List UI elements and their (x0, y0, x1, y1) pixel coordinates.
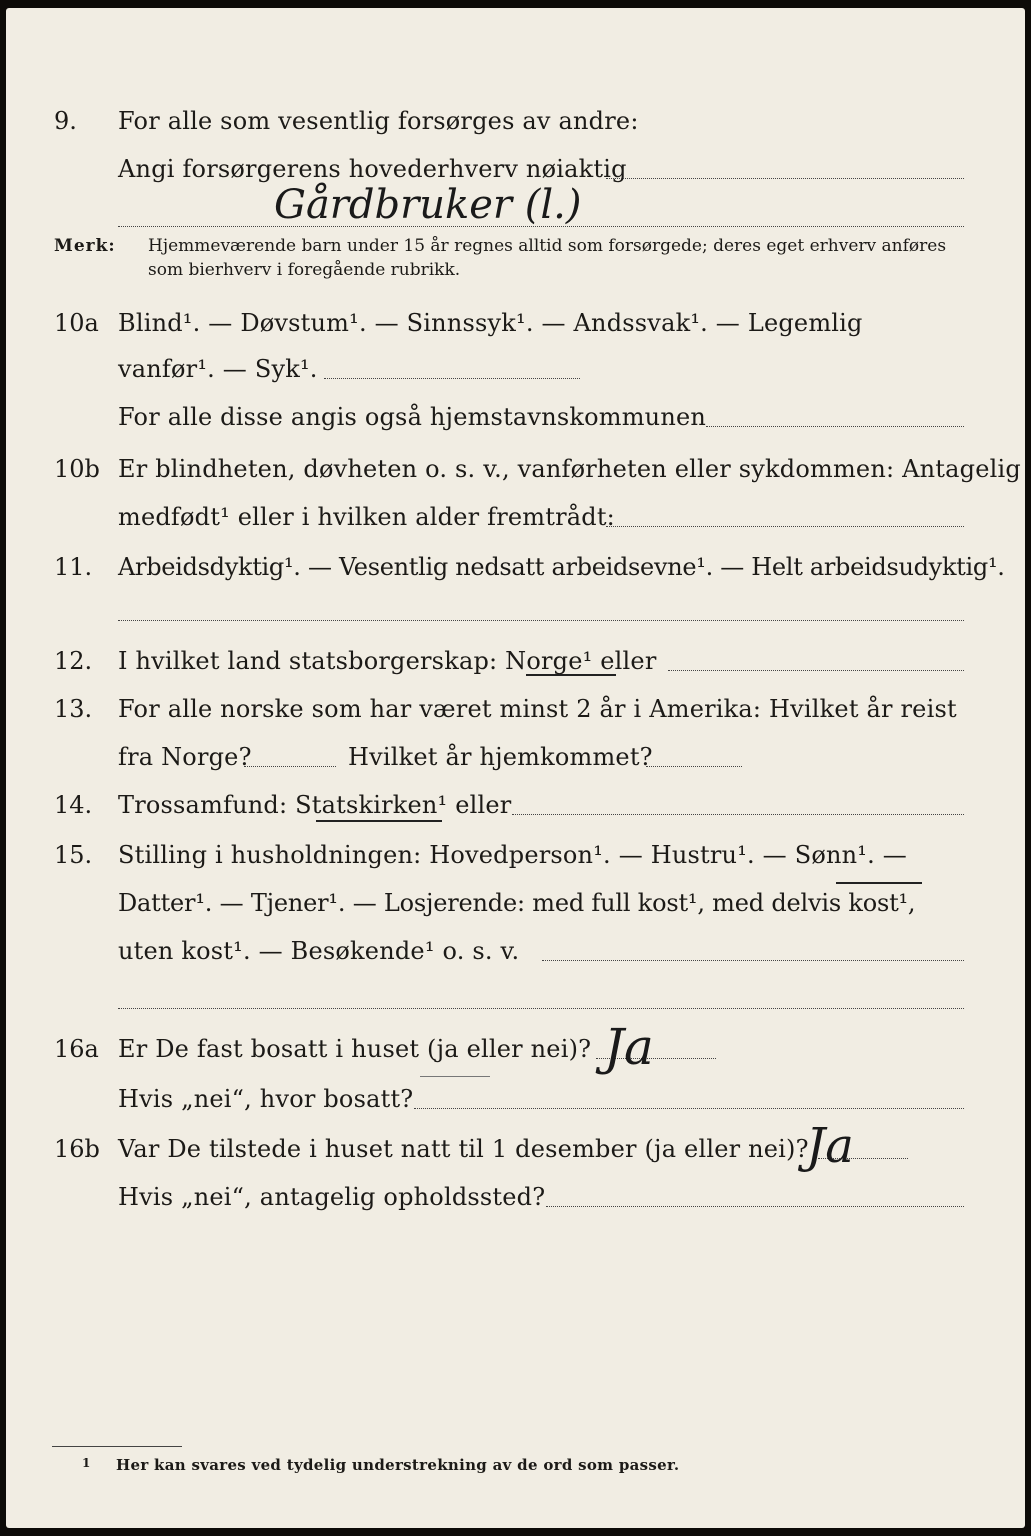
handwritten-answer-16b: Ja (806, 1118, 854, 1174)
item-10a-line-1: Blind¹. — Døvstum¹. — Sinnssyk¹. — Andssvak¹. — Legemlig (118, 309, 863, 337)
item-number-13: 13. (54, 695, 93, 723)
item-12-line-1: I hvilket land statsborgerskap: Norge¹ eller (118, 647, 657, 675)
item-number-11: 11. (54, 553, 93, 581)
item-10b-line-1: Er blindheten, døvheten o. s. v., vanførheten eller sykdommen: Antagelig (118, 455, 1021, 483)
item-9-line-1: For alle som vesentlig forsørges av andre: (118, 107, 639, 135)
item-11-line-1: Arbeidsdyktig¹. — Vesentlig nedsatt arbeidsevne¹. — Helt arbeidsudyktig¹. (118, 553, 1005, 581)
mark-delvis (836, 882, 922, 884)
item-10a-fill-line-2 (706, 426, 964, 427)
item-13-line-3: Hvilket år hjemkommet? (348, 743, 653, 771)
item-13-fill-line-2 (646, 766, 742, 767)
item-15-fill-line-2 (118, 1008, 964, 1009)
item-number-14: 14. (54, 791, 93, 819)
item-number-16b: 16b (54, 1135, 100, 1163)
item-10a-line-3: For alle disse angis også hjemstavnskommunen (118, 403, 707, 431)
item-10a-fill-line (324, 378, 580, 379)
handwritten-answer-16a: Ja (604, 1018, 654, 1076)
merk-label: Merk: (54, 236, 116, 256)
item-15-line-2: Datter¹. — Tjener¹. — Losjerende: med full kost¹, med delvis kost¹, (118, 889, 916, 917)
item-10b-fill-line (606, 526, 964, 527)
merk-text: Hjemmeværende barn under 15 år regnes alltid som forsørgede; deres eget erhverv anføres som bierhverv i foregående rubrikk. (148, 236, 947, 280)
item-15-line-1: Stilling i husholdningen: Hovedperson¹. — Hustru¹. — Sønn¹. — (118, 841, 907, 869)
item-15-line-3: uten kost¹. — Besøkende¹ o. s. v. (118, 937, 520, 965)
item-number-10b: 10b (54, 455, 100, 483)
item-number-9: 9. (54, 107, 77, 135)
item-13-line-2: fra Norge? (118, 743, 252, 771)
footnote-marker: 1 (82, 1456, 91, 1470)
census-form-page (6, 8, 1025, 1528)
item-9-line-2: Angi forsørgerens hovederhverv nøiaktig (118, 155, 627, 183)
underline-norge (526, 674, 616, 676)
item-number-10a: 10a (54, 309, 99, 337)
underline-statskirken (316, 820, 442, 822)
item-number-12: 12. (54, 647, 93, 675)
item-16b-line-2: Hvis „nei“, antagelig opholdssted? (118, 1183, 546, 1211)
footnote-text: Her kan svares ved tydelig understrekning av de ord som passer. (116, 1456, 680, 1474)
item-13-line-1: For alle norske som har været minst 2 år i Amerika: Hvilket år reist (118, 695, 957, 723)
item-number-15: 15. (54, 841, 93, 869)
item-10b-line-2: medfødt¹ eller i hvilken alder fremtrådt: (118, 503, 615, 531)
item-number-16a: 16a (54, 1035, 99, 1063)
item-14-fill-line (512, 814, 964, 815)
item-16a-line-2: Hvis „nei“, hvor bosatt? (118, 1085, 414, 1113)
item-16a-line-1: Er De fast bosatt i huset (ja eller nei)? (118, 1035, 592, 1063)
item-16b-fill-line-2 (546, 1206, 964, 1207)
item-13-fill-line-1 (244, 766, 336, 767)
handwritten-occupation: Gårdbruker (l.) (274, 182, 582, 228)
footnote-rule (52, 1446, 182, 1447)
item-12-fill-line (668, 670, 964, 671)
item-10a-line-2: vanfør¹. — Syk¹. (118, 355, 318, 383)
item-15-fill-line (542, 960, 964, 961)
item-16a-fill-line-2 (414, 1108, 964, 1109)
stray-pen-mark (420, 1076, 490, 1077)
item-16b-line-1: Var De tilstede i huset natt til 1 desember (ja eller nei)? (118, 1135, 809, 1163)
item-9-fill-line-2 (118, 226, 964, 227)
item-14-line-1: Trossamfund: Statskirken¹ eller (118, 791, 512, 819)
item-9-fill-line (606, 178, 964, 179)
item-11-fill-line (118, 620, 964, 621)
